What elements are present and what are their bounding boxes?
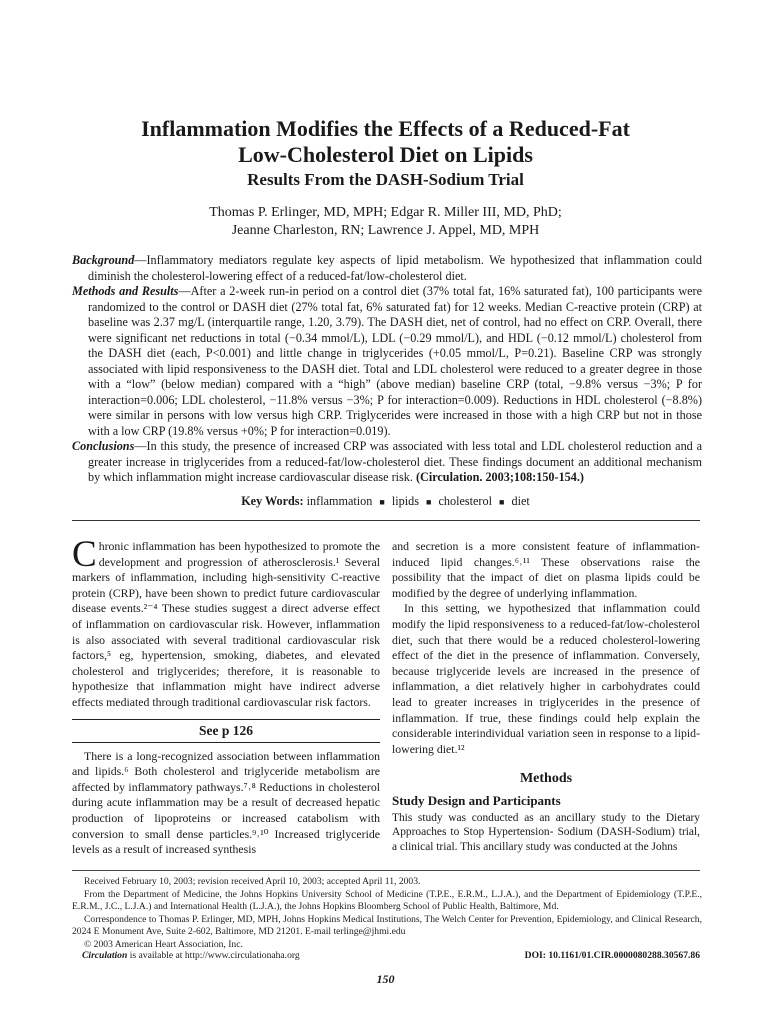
abstract-conclusions <box>72 439 702 486</box>
journal-availability <box>82 950 300 962</box>
methods-results-text: —After a 2-week run-in period on a control diet (37% total fat, 16% saturated fat), 100 participants were randomized to the control or DASH diet (27% total fat, 6% saturated fat) for 12 weeks. Median C-reactive protein (CRP) at baseline was 2.37 mg/L (interquartile range, 1.20, 3.79). The DASH diet, net of control, had no effect on CRP. Overall, there were significant net reductions in total (−0.34 mmol/L), LDL (−0.29 mmol/L), and HDL (−0.12 mmol/L) cholesterol from the DASH diet (each, P<0.001) and little change in triglycerides (+0.05 mmol/L, P=0.21). Baseline CRP was strongly associated with lipid responsiveness to the DASH diet. Total and LDL cholesterol were reduced to a greater degree in those with a “low” (below median) compared with a “high” (above median) baseline CRP (total, −9.8% versus −3%; P for interaction=0.006; LDL cholesterol, −11.8% versus −3%; P for interaction=0.009). Reductions in HDL cholesterol (−8.8%) were similar in persons with low versus high CRP. Triglycerides were increased in those with a high CRP but not in those with a low CRP (19.8% versus +0%; P for interaction=0.019). <box>88 284 702 438</box>
drop-cap: C <box>72 534 97 575</box>
section-divider <box>72 520 700 521</box>
keyword-separator: ■ <box>499 497 505 507</box>
author-list <box>70 204 701 240</box>
key-words-label: Key Words: <box>241 494 304 508</box>
body-column-right <box>392 539 700 855</box>
journal-name: Circulation <box>82 950 128 961</box>
study-design-heading: Study Design and Participants <box>392 792 561 808</box>
footnotes <box>72 876 702 952</box>
authors-line-1: Thomas P. Erlinger, MD, MPH; Edgar R. Miller III, MD, PhD; <box>209 205 562 220</box>
title-line-2: Low-Cholesterol Diet on Lipids <box>238 142 533 167</box>
correspondence: Correspondence to Thomas P. Erlinger, MD, MPH, Johns Hopkins Medical Institutions, The Welch Center for Prevention, Epidemiology, and Clinical Research, 2024 E Monument Ave, Suite 2-602, Baltimore, MD 21201. E-mail terlinge@jhmi.edu <box>72 913 702 938</box>
methods-heading: Methods <box>519 771 573 787</box>
doi: DOI: 10.1161/01.CIR.0000080288.30567.86 <box>524 950 700 961</box>
article-subtitle: Results From the DASH-Sodium Trial <box>247 170 524 189</box>
body-column-left <box>72 534 380 858</box>
intro-paragraph-1 <box>72 534 380 711</box>
intro-paragraph-1-text: hronic inflammation has been hypothesized to promote the development and progression of atherosclerosis.¹ Several markers of inflammation, including high-sensitivity C-reactive protein (CRP), have been shown to predict future cardiovascular disease events.²⁻⁴ These studies suggest a direct adverse effect of inflammation on cardiovascular risk. However, inflammation is also associated with several traditional cardiovascular risk factors,⁵ eg, hypertension, smoking, diabetes, and elevated cholesterol and triglycerides; therefore, it is reasonable to hypothesize that inflammation might have indirect adverse effects mediated through traditional cardiovascular risk factors. <box>72 539 380 709</box>
abstract-background <box>72 253 702 284</box>
study-design-text: This study was conducted as an ancillary study to the Dietary Approaches to Stop Hypertension- Sodium (DASH-Sodium) trial, a clinical trial. This ancillary study was conducted at the Johns <box>392 811 700 854</box>
page-number: 150 <box>376 972 395 986</box>
footnote-divider <box>72 870 700 871</box>
background-heading: Background <box>72 253 135 267</box>
background-text: —Inflammatory mediators regulate key aspects of lipid metabolism. We hypothesized that inflammation could diminish the cholesterol-lowering effect of a reduced-fat/low-cholesterol diet. <box>88 253 702 283</box>
abstract <box>72 253 702 486</box>
abstract-methods-results <box>72 284 702 439</box>
title-line-1: Inflammation Modifies the Effects of a Reduced-Fat <box>141 116 630 141</box>
keyword: inflammation <box>306 494 373 508</box>
keyword: cholesterol <box>438 494 492 508</box>
keyword-separator: ■ <box>379 497 385 507</box>
right-paragraph-1: and secretion is a more consistent feature of inflammation-induced lipid changes.⁶˒¹¹ These observations raise the possibility that the impact of diet on plasma lipids could be modified by the degree of underlying inflammation. <box>392 539 700 600</box>
article-title <box>70 116 701 168</box>
key-words <box>70 493 701 510</box>
conclusions-heading: Conclusions <box>72 439 135 453</box>
journal-url: is available at http://www.circulationaha.org <box>127 950 300 961</box>
methods-results-heading: Methods and Results <box>72 284 179 298</box>
authors-line-2: Jeanne Charleston, RN; Lawrence J. Appel, MD, MPH <box>231 223 540 238</box>
keyword-separator: ■ <box>426 497 432 507</box>
conclusions-text: —In this study, the presence of increased CRP was associated with less total and LDL cholesterol reduction and a greater increase in triglycerides from a reduced-fat/low-cholesterol diet. These findings document an additional mechanism by which inflammation might increase cardiovascular disease risk. <box>88 439 702 484</box>
right-paragraph-2: In this setting, we hypothesized that inflammation could modify the lipid responsiveness to a reduced-fat/low-cholesterol diet, such that there would be a reduced cholesterol-lowering effect of the diet in the presence of inflammation. Conversely, because triglyceride levels are increased in the presence of inflammation, a diet relatively higher in carbohydrates could lead to greater increases in triglycerides in the presence of inflammation. If true, these findings could help explain the considerable interindividual variation seen in response to a lipid-lowering diet.¹² <box>392 601 700 756</box>
intro-paragraph-2: There is a long-recognized association between inflammation and lipids.⁶ Both cholesterol and triglyceride metabolism are affected by inflammatory pathways.⁷˒⁸ Reductions in cholesterol during acute inflammation may be a result of decreased hepatic production of lipoproteins or increased catabolism with conversion to small dense particles.⁹˒¹⁰ Increased triglyceride levels as a result of increased synthesis <box>72 748 380 857</box>
journal-citation: (Circulation. 2003;108:150-154.) <box>415 470 584 484</box>
received-dates: Received February 10, 2003; revision received April 10, 2003; accepted April 11, 2003. <box>84 876 421 887</box>
affiliations: From the Department of Medicine, the Johns Hopkins University School of Medicine (T.P.E., E.R.M., L.J.A.), and the Department of Epidemiology (T.P.E., E.R.M., J.C., L.J.A.) and International Health (L.J.A.), the Johns Hopkins Bloomberg School of Public Health, Baltimore, Md. <box>72 888 702 913</box>
keyword: diet <box>511 494 530 508</box>
keyword: lipids <box>391 494 419 508</box>
see-page-box: See p 126 <box>72 719 380 743</box>
copyright: © 2003 American Heart Association, Inc. <box>84 938 243 950</box>
